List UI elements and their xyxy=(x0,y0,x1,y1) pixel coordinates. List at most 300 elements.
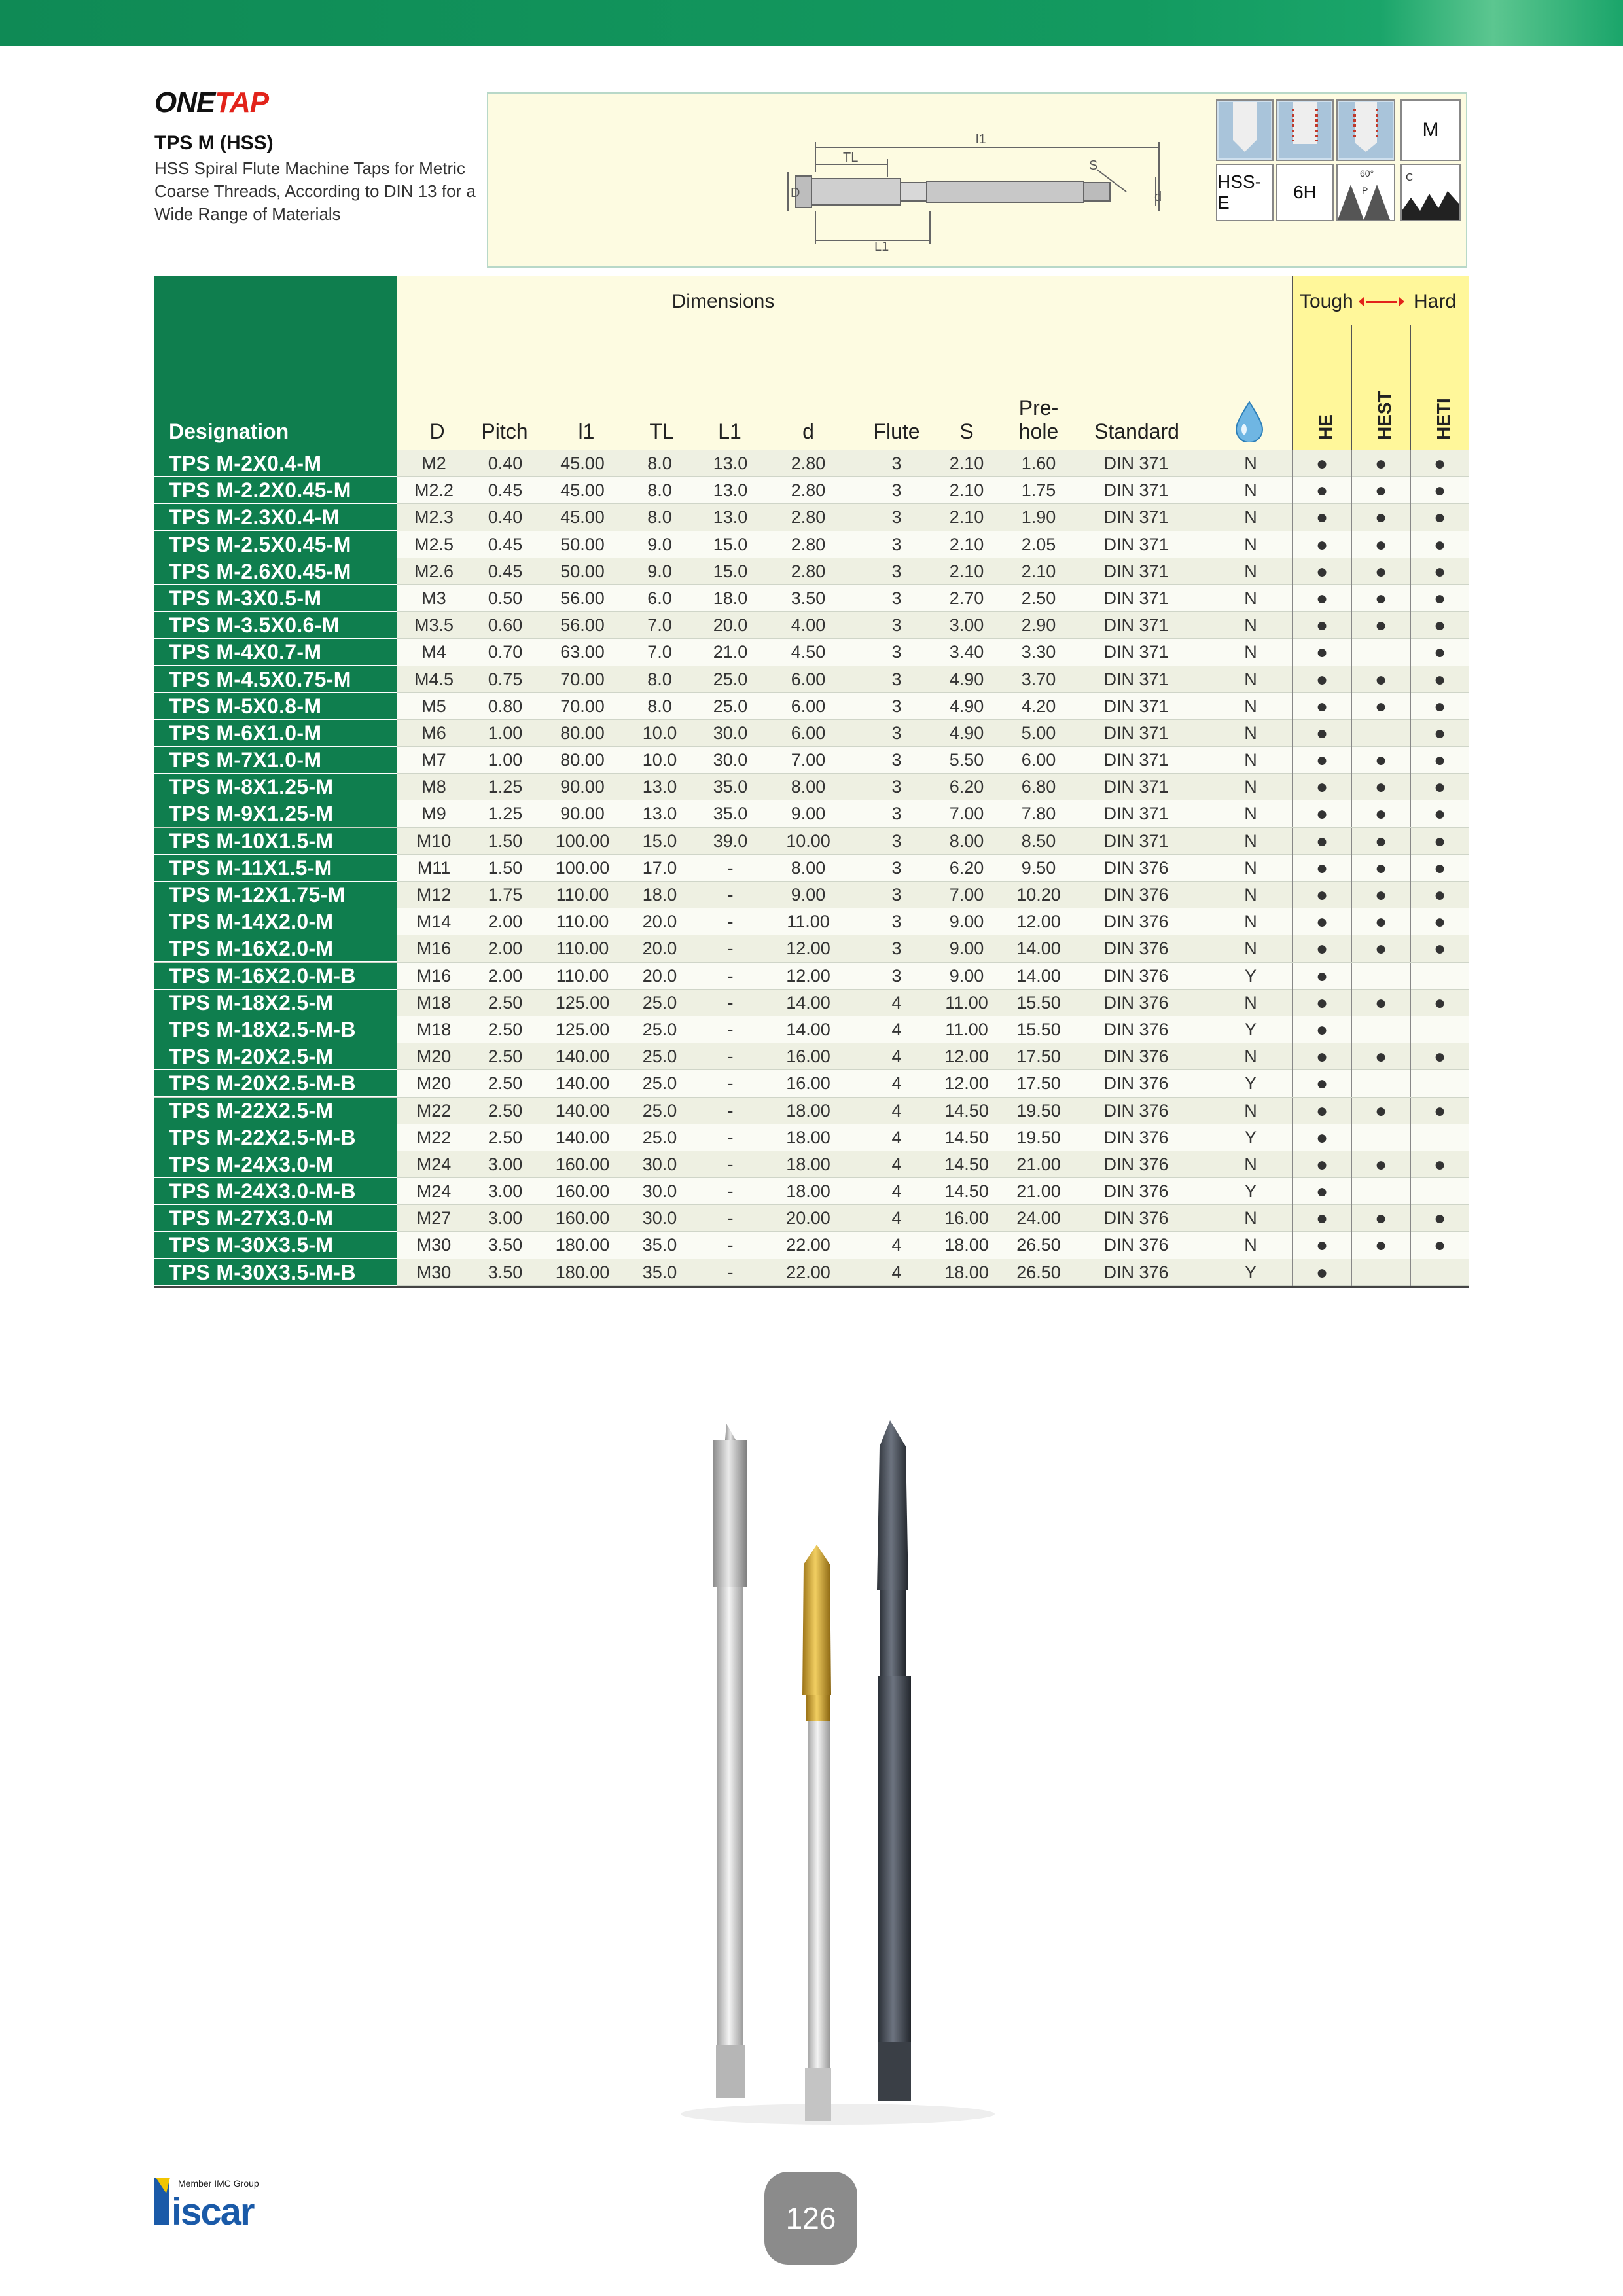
table-cell: 19.50 xyxy=(1016,1100,1061,1121)
table-cell: 1.00 xyxy=(488,723,523,743)
table-cell: M18 xyxy=(416,992,452,1013)
table-cell: 2.80 xyxy=(791,534,826,554)
table-cell: ● xyxy=(1433,1234,1446,1257)
table-cell: M20 xyxy=(416,1047,452,1067)
table-cell: M3.5 xyxy=(414,615,454,636)
table-cell: 14.00 xyxy=(786,992,830,1013)
table-cell: M16 xyxy=(416,965,452,986)
table-cell: 8.0 xyxy=(647,480,672,501)
table-row xyxy=(154,639,1469,666)
dimensions-heading: Dimensions xyxy=(671,291,775,312)
table-cell: DIN 376 xyxy=(1103,1047,1169,1067)
tl-label: TL xyxy=(843,151,859,165)
table-cell: 7.80 xyxy=(1021,804,1056,824)
table-cell: 1.60 xyxy=(1021,454,1056,473)
table-cell: 90.00 xyxy=(560,777,605,797)
table-cell: DIN 376 xyxy=(1103,1019,1169,1039)
table-cell: 8.0 xyxy=(647,454,672,473)
table-cell: M11 xyxy=(417,857,451,878)
member-text: Member IMC Group xyxy=(178,2178,259,2189)
table-cell: 14.00 xyxy=(1016,939,1061,959)
table-cell: 14.50 xyxy=(944,1154,989,1174)
table-cell: 4 xyxy=(891,1127,902,1147)
material-icon: HSS-E xyxy=(1216,164,1274,221)
table-cell: ● xyxy=(1315,533,1329,556)
table-row xyxy=(154,935,1469,962)
table-cell: 1.25 xyxy=(488,804,523,824)
table-cell: 3 xyxy=(891,831,902,851)
table-row xyxy=(154,990,1469,1016)
table-cell: 1.75 xyxy=(1021,480,1056,501)
designation-cell: TPS M-2.6X0.45-M xyxy=(154,558,397,585)
table-row xyxy=(154,531,1469,558)
d-small-label: d xyxy=(1154,190,1162,204)
table-cell: 18.00 xyxy=(944,1262,989,1282)
table-cell xyxy=(1352,639,1410,666)
table-cell: 30.0 xyxy=(642,1208,677,1229)
table-cell: ● xyxy=(1374,776,1387,798)
table-cell: DIN 376 xyxy=(1103,1181,1169,1202)
table-cell: 1.25 xyxy=(488,777,523,797)
table-cell: 3 xyxy=(891,857,902,878)
table-cell: DIN 371 xyxy=(1103,480,1169,501)
table-cell: DIN 371 xyxy=(1103,723,1169,743)
table-cell: 8.00 xyxy=(791,857,826,878)
table-cell: 35.0 xyxy=(642,1235,677,1255)
table-cell: 25.0 xyxy=(642,1019,677,1039)
table-row xyxy=(154,1070,1469,1097)
top-banner xyxy=(0,0,1623,46)
metric-thread-icon: M xyxy=(1400,99,1461,161)
product-description: HSS Spiral Flute Machine Taps for Metric Coarse Threads, According to DIN 13 for a Wide Range of Materials xyxy=(154,158,476,224)
table-row xyxy=(154,774,1469,800)
table-cell: M14 xyxy=(416,912,452,932)
table-cell: ● xyxy=(1433,1153,1446,1175)
table-cell: 0.60 xyxy=(488,615,523,636)
table-cell: ● xyxy=(1374,1208,1387,1230)
table-cell: 16.00 xyxy=(944,1208,989,1229)
table-cell: 25.0 xyxy=(713,669,748,689)
table-cell: ● xyxy=(1374,803,1387,825)
table-cell: DIN 371 xyxy=(1103,777,1169,797)
table-cell: 21.00 xyxy=(1016,1181,1061,1202)
table-cell: 3.00 xyxy=(488,1154,523,1174)
table-cell: ● xyxy=(1374,857,1387,879)
table-cell: 10.0 xyxy=(642,750,677,770)
table-cell: ● xyxy=(1315,1126,1329,1149)
designation-cell: TPS M-10X1.5-M xyxy=(154,828,397,855)
table-cell: - xyxy=(727,939,734,959)
designation-cell: TPS M-24X3.0-M xyxy=(154,1151,397,1178)
table-cell: 3.00 xyxy=(488,1208,523,1229)
table-cell: 180.00 xyxy=(555,1235,610,1255)
table-cell: 18.00 xyxy=(786,1100,830,1121)
table-cell: ● xyxy=(1433,453,1446,475)
table-cell: 9.00 xyxy=(949,939,984,959)
table-cell: 2.80 xyxy=(791,561,826,581)
table-cell: 80.00 xyxy=(560,750,605,770)
table-cell: M20 xyxy=(416,1073,452,1094)
table-cell: 4.90 xyxy=(949,696,984,716)
table-cell: ● xyxy=(1433,1208,1446,1230)
table-cell: 13.0 xyxy=(642,804,677,824)
table-cell: 15.50 xyxy=(1016,1019,1061,1039)
table-row xyxy=(154,477,1469,504)
table-cell: 18.0 xyxy=(713,588,748,608)
table-cell: 7.0 xyxy=(647,642,672,662)
table-cell: 6.00 xyxy=(1021,750,1056,770)
table-cell: - xyxy=(727,1181,734,1202)
table-cell: 17.50 xyxy=(1016,1047,1061,1067)
table-cell: 0.40 xyxy=(488,507,523,528)
table-cell: 70.00 xyxy=(560,669,605,689)
iscar-text: iscar xyxy=(171,2191,254,2229)
table-cell xyxy=(1411,963,1469,990)
table-row xyxy=(154,693,1469,720)
black-tap xyxy=(877,1420,911,2101)
table-cell: 2.10 xyxy=(949,507,984,528)
chamfer-form-icon xyxy=(1400,164,1461,221)
table-cell: 2.05 xyxy=(1021,534,1056,554)
table-cell: DIN 376 xyxy=(1103,1073,1169,1094)
table-cell: ● xyxy=(1315,1261,1329,1283)
table-cell: 4 xyxy=(891,992,902,1013)
table-cell: 18.00 xyxy=(944,1235,989,1255)
table-cell: 6.00 xyxy=(791,696,826,716)
table-cell: N xyxy=(1244,912,1257,932)
tolerance-icon: 6H xyxy=(1276,164,1334,221)
table-cell: N xyxy=(1244,750,1257,770)
table-cell: 26.50 xyxy=(1016,1235,1061,1255)
designation-cell: TPS M-24X3.0-M-B xyxy=(154,1178,397,1205)
table-cell: 160.00 xyxy=(555,1154,610,1174)
table-cell: ● xyxy=(1315,587,1329,609)
table-cell: 14.50 xyxy=(944,1181,989,1202)
l1-label: l1 xyxy=(976,132,986,147)
table-cell: 0.70 xyxy=(488,642,523,662)
table-cell: - xyxy=(727,1154,734,1174)
table-cell: 26.50 xyxy=(1016,1262,1061,1282)
table-cell: 3.70 xyxy=(1021,669,1056,689)
table-cell: 3.00 xyxy=(488,1181,523,1202)
table-row xyxy=(154,585,1469,612)
col-s: S xyxy=(959,420,974,443)
table-cell: DIN 371 xyxy=(1103,534,1169,554)
table-cell: ● xyxy=(1433,776,1446,798)
table-cell: M2.3 xyxy=(414,507,454,528)
col-prehole-2: hole xyxy=(1018,420,1059,443)
table-cell: ● xyxy=(1374,911,1387,933)
table-cell: ● xyxy=(1315,749,1329,772)
table-cell: 7.00 xyxy=(949,804,984,824)
table-cell: DIN 376 xyxy=(1103,912,1169,932)
table-cell: N xyxy=(1244,831,1257,851)
gold-tap xyxy=(802,1545,831,2121)
table-cell: ● xyxy=(1315,830,1329,852)
table-row xyxy=(154,1043,1469,1070)
table-cell: DIN 376 xyxy=(1103,992,1169,1013)
table-cell: 3 xyxy=(891,885,902,905)
table-cell: 2.00 xyxy=(488,939,523,959)
table-cell: Y xyxy=(1244,1127,1257,1147)
through-hole-icon xyxy=(1216,99,1274,161)
designation-cell: TPS M-22X2.5-M xyxy=(154,1098,397,1124)
table-cell: N xyxy=(1244,480,1257,501)
table-cell: 3 xyxy=(891,669,902,689)
table-cell: 5.00 xyxy=(1021,723,1056,743)
table-cell: N xyxy=(1244,561,1257,581)
table-cell: ● xyxy=(1374,668,1387,691)
table-cell xyxy=(1352,963,1410,990)
table-cell: 13.0 xyxy=(713,454,748,473)
table-cell: 2.10 xyxy=(949,454,984,473)
table-cell: N xyxy=(1244,1047,1257,1067)
table-cell: 1.50 xyxy=(488,857,523,878)
table-cell: M4 xyxy=(421,642,446,662)
table-cell: ● xyxy=(1433,533,1446,556)
table-cell: ● xyxy=(1374,507,1387,529)
table-cell: - xyxy=(727,1262,734,1282)
table-cell: 4.00 xyxy=(791,615,826,636)
L1-label: L1 xyxy=(874,240,889,254)
table-row xyxy=(154,1178,1469,1205)
table-cell: 25.0 xyxy=(642,992,677,1013)
table-cell: 2.50 xyxy=(488,1100,523,1121)
table-cell xyxy=(1411,1178,1469,1205)
product-title: TPS M (HSS) xyxy=(154,132,274,154)
table-cell: DIN 376 xyxy=(1103,1208,1169,1229)
table-row xyxy=(154,1259,1469,1286)
table-cell xyxy=(1411,1016,1469,1043)
table-cell: M22 xyxy=(416,1100,452,1121)
designation-cell: TPS M-6X1.0-M xyxy=(154,720,397,747)
table-cell: M24 xyxy=(416,1181,452,1202)
designation-cell: TPS M-18X2.5-M xyxy=(154,990,397,1016)
table-cell: 14.50 xyxy=(944,1100,989,1121)
table-cell: 125.00 xyxy=(555,992,610,1013)
table-cell: M10 xyxy=(416,831,452,851)
table-cell: 3 xyxy=(891,615,902,636)
table-cell: 15.50 xyxy=(1016,992,1061,1013)
table-cell: 2.50 xyxy=(488,1073,523,1094)
table-cell: DIN 371 xyxy=(1103,454,1169,473)
table-cell: DIN 371 xyxy=(1103,588,1169,608)
table-cell: 4.50 xyxy=(791,642,826,662)
table-cell: ● xyxy=(1433,560,1446,583)
col-prehole-1: Pre- xyxy=(1018,396,1059,420)
table-cell: - xyxy=(727,1127,734,1147)
col-tl: TL xyxy=(649,420,674,443)
table-cell: ● xyxy=(1374,1153,1387,1175)
table-cell: - xyxy=(727,1019,734,1039)
table-cell: ● xyxy=(1433,938,1446,960)
table-cell: 7.00 xyxy=(949,885,984,905)
table-cell: 39.0 xyxy=(713,831,748,851)
table-cell: M12 xyxy=(416,885,452,905)
table-cell: 22.00 xyxy=(786,1262,830,1282)
designation-cell: TPS M-7X1.0-M xyxy=(154,747,397,774)
table-cell: 14.50 xyxy=(944,1127,989,1147)
table-cell: M4.5 xyxy=(414,669,454,689)
table-cell: M5 xyxy=(421,696,446,716)
table-cell: 6.20 xyxy=(949,857,984,878)
table-cell: ● xyxy=(1315,1181,1329,1203)
table-cell: Y xyxy=(1244,1262,1257,1282)
table-cell: N xyxy=(1244,454,1257,473)
table-row xyxy=(154,1151,1469,1178)
table-cell: 3 xyxy=(891,939,902,959)
table-cell: 25.0 xyxy=(642,1100,677,1121)
table-cell: 45.00 xyxy=(560,507,605,528)
table-cell: DIN 371 xyxy=(1103,669,1169,689)
table-cell: N xyxy=(1244,804,1257,824)
thread-angle-icon xyxy=(1336,164,1395,221)
table-cell: 100.00 xyxy=(555,831,610,851)
table-cell: ● xyxy=(1374,587,1387,609)
table-cell: 3 xyxy=(891,480,902,501)
table-cell: 56.00 xyxy=(560,615,605,636)
table-cell: DIN 371 xyxy=(1103,750,1169,770)
table-cell: 9.00 xyxy=(949,965,984,986)
table-cell: 140.00 xyxy=(555,1100,610,1121)
s-label: S xyxy=(1089,158,1098,173)
table-cell: 30.0 xyxy=(713,723,748,743)
table-cell: DIN 376 xyxy=(1103,1262,1169,1282)
table-cell: N xyxy=(1244,669,1257,689)
table-cell: ● xyxy=(1374,884,1387,906)
designation-cell: TPS M-30X3.5-M-B xyxy=(154,1259,397,1286)
table-cell: 20.0 xyxy=(642,939,677,959)
table-cell: N xyxy=(1244,1208,1257,1229)
table-cell: 0.45 xyxy=(488,534,523,554)
table-cell: 35.0 xyxy=(713,804,748,824)
table-cell: 3 xyxy=(891,534,902,554)
designation-cell: TPS M-12X1.75-M xyxy=(154,882,397,908)
table-cell xyxy=(1352,1124,1410,1151)
table-cell: 0.40 xyxy=(488,454,523,473)
table-cell: ● xyxy=(1374,1100,1387,1122)
table-cell: 17.50 xyxy=(1016,1073,1061,1094)
table-cell: 3 xyxy=(891,723,902,743)
col-he: HE xyxy=(1315,414,1336,440)
table-cell: 4.90 xyxy=(949,669,984,689)
svg-text:P: P xyxy=(1362,185,1368,196)
table-cell: DIN 376 xyxy=(1103,1127,1169,1147)
table-cell: 6.80 xyxy=(1021,777,1056,797)
table-cell: - xyxy=(727,885,734,905)
tough-label: Tough xyxy=(1300,291,1353,312)
table-cell: ● xyxy=(1315,641,1329,664)
table-cell: Y xyxy=(1244,1019,1257,1039)
col-d-big: D xyxy=(429,420,445,443)
table-cell: 63.00 xyxy=(560,642,605,662)
table-cell: ● xyxy=(1374,1234,1387,1257)
designation-cell: TPS M-3.5X0.6-M xyxy=(154,612,397,639)
table-cell: 4 xyxy=(891,1208,902,1229)
table-cell: 9.50 xyxy=(1021,857,1056,878)
table-cell: 4 xyxy=(891,1047,902,1067)
table-cell: DIN 371 xyxy=(1103,831,1169,851)
table-cell: 16.00 xyxy=(786,1073,830,1094)
table-cell: 3 xyxy=(891,507,902,528)
table-cell xyxy=(1411,1259,1469,1286)
table-cell: 18.00 xyxy=(786,1154,830,1174)
table-cell: 3 xyxy=(891,454,902,473)
col-hest: HEST xyxy=(1374,391,1395,440)
table-cell: M8 xyxy=(421,777,446,797)
table-cell: 3 xyxy=(891,750,902,770)
col-l1: l1 xyxy=(578,420,595,443)
table-cell: 3.00 xyxy=(949,615,984,636)
table-cell: 70.00 xyxy=(560,696,605,716)
table-cell: M16 xyxy=(416,939,452,959)
table-cell: 10.20 xyxy=(1016,885,1061,905)
table-cell: 13.0 xyxy=(713,507,748,528)
table-cell: N xyxy=(1244,885,1257,905)
table-cell: ● xyxy=(1433,641,1446,664)
table-cell: 110.00 xyxy=(556,885,609,905)
designation-cell: TPS M-2.3X0.4-M xyxy=(154,504,397,531)
table-cell: 3 xyxy=(891,642,902,662)
table-cell: 2.10 xyxy=(949,561,984,581)
table-cell: N xyxy=(1244,1235,1257,1255)
d-big-label: D xyxy=(791,186,800,200)
designation-cell: TPS M-2.2X0.45-M xyxy=(154,477,397,504)
table-cell xyxy=(1411,1124,1469,1151)
table-cell: DIN 371 xyxy=(1103,507,1169,528)
table-cell: ● xyxy=(1433,803,1446,825)
table-cell xyxy=(1352,1070,1410,1097)
table-cell xyxy=(1352,1178,1410,1205)
designation-cell: TPS M-4.5X0.75-M xyxy=(154,666,397,693)
table-cell: 21.00 xyxy=(1016,1154,1061,1174)
table-cell: 3.40 xyxy=(949,642,984,662)
table-row xyxy=(154,908,1469,935)
table-cell: 4 xyxy=(891,1100,902,1121)
table-cell: 12.00 xyxy=(786,939,830,959)
table-cell: 18.00 xyxy=(786,1181,830,1202)
table-cell: DIN 371 xyxy=(1103,615,1169,636)
table-cell: - xyxy=(727,1047,734,1067)
silver-tap xyxy=(713,1424,747,2098)
table-cell: 45.00 xyxy=(560,454,605,473)
table-cell: 16.00 xyxy=(786,1047,830,1067)
table-cell: 4 xyxy=(891,1262,902,1282)
table-cell: M7 xyxy=(421,750,446,770)
table-cell: 12.00 xyxy=(944,1047,989,1067)
table-cell: ● xyxy=(1315,695,1329,717)
table-cell: ● xyxy=(1433,587,1446,609)
table-cell: 15.0 xyxy=(642,831,677,851)
table-cell: 13.0 xyxy=(642,777,677,797)
table-cell: 3 xyxy=(891,912,902,932)
designation-cell: TPS M-18X2.5-M-B xyxy=(154,1016,397,1043)
table-cell: 8.00 xyxy=(791,777,826,797)
table-cell: DIN 376 xyxy=(1103,885,1169,905)
table-cell: 2.80 xyxy=(791,507,826,528)
col-flute: Flute xyxy=(873,420,920,443)
table-cell: 3 xyxy=(891,696,902,716)
table-cell: M6 xyxy=(421,723,446,743)
table-cell: 160.00 xyxy=(555,1208,610,1229)
table-cell: N xyxy=(1244,696,1257,716)
table-cell: 9.00 xyxy=(791,804,826,824)
table-cell: 19.50 xyxy=(1016,1127,1061,1147)
table-cell: 2.80 xyxy=(791,480,826,501)
designation-cell: TPS M-14X2.0-M xyxy=(154,908,397,935)
table-cell: ● xyxy=(1374,480,1387,502)
designation-heading: Designation xyxy=(169,420,289,443)
